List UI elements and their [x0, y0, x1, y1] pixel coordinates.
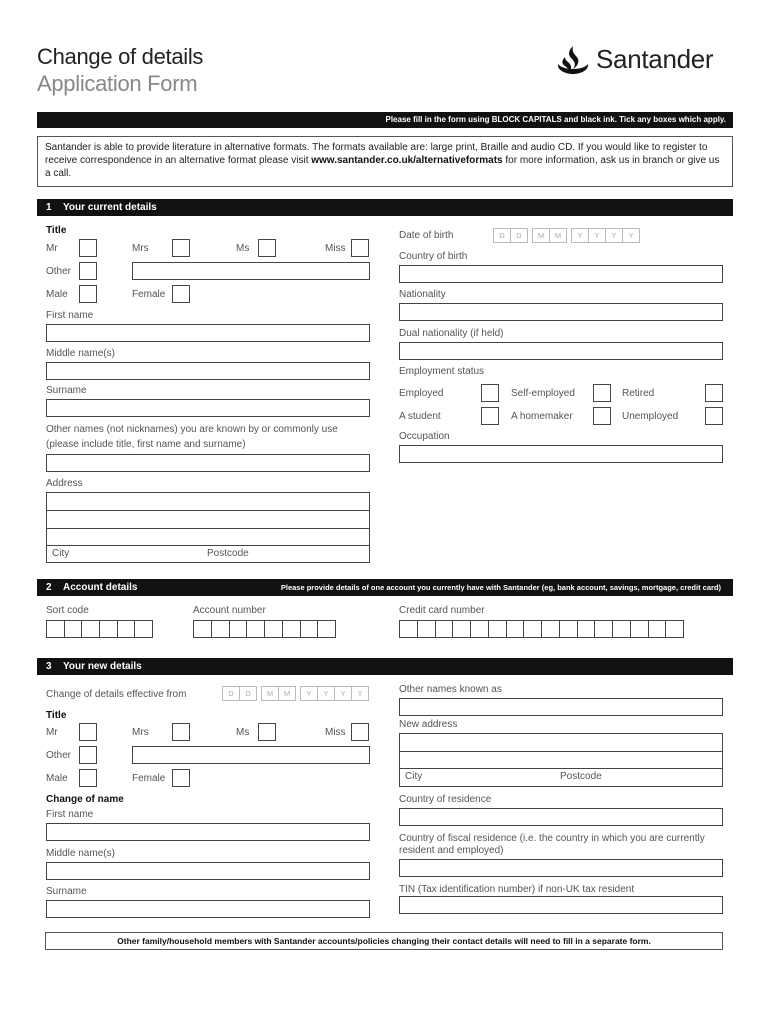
dob-input[interactable] — [493, 228, 639, 243]
middle-names-input[interactable] — [46, 362, 370, 380]
date-cell[interactable]: M — [278, 686, 296, 701]
occupation-input[interactable] — [399, 445, 723, 463]
female-label: Female — [132, 289, 166, 300]
notice-text-after: for more information, ask us in branch or give us a call. — [45, 155, 720, 179]
first-name-input[interactable] — [46, 324, 370, 342]
new-ms-label: Ms — [236, 727, 250, 738]
section-3-header — [37, 658, 733, 675]
country-of-residence-label: Country of residence — [399, 794, 492, 805]
sort-code-input[interactable] — [46, 620, 153, 638]
new-title-label: Title — [46, 710, 67, 721]
date-cell[interactable]: Y — [300, 686, 318, 701]
employed-label: Employed — [399, 388, 444, 399]
section-title: Account details — [63, 582, 138, 593]
new-postcode-label: Postcode — [560, 771, 602, 782]
retired-label: Retired — [622, 388, 655, 399]
other-label: Other — [46, 266, 72, 277]
section-2-note: Please provide details of one account you currently have with Santander (eg, bank account, savings, mortgage, credit card) — [280, 583, 721, 592]
new-ms-checkbox[interactable] — [258, 723, 276, 741]
dob-label: Date of birth — [399, 230, 454, 241]
surname-label: Surname — [46, 385, 87, 396]
male-label: Male — [46, 289, 68, 300]
credit-card-number-label: Credit card number — [399, 605, 485, 616]
dob-cell[interactable]: Y — [588, 228, 606, 243]
dob-cell[interactable]: Y — [571, 228, 589, 243]
other-checkbox[interactable] — [79, 262, 97, 280]
section-number: 1 — [46, 202, 52, 213]
new-male-checkbox[interactable] — [79, 769, 97, 787]
new-surname-label: Surname — [46, 886, 87, 897]
new-miss-checkbox[interactable] — [351, 723, 369, 741]
new-female-label: Female — [132, 773, 166, 784]
new-mr-checkbox[interactable] — [79, 723, 97, 741]
dob-cell[interactable]: M — [549, 228, 567, 243]
section-title: Your new details — [63, 661, 142, 672]
new-mrs-label: Mrs — [132, 727, 149, 738]
miss-label: Miss — [325, 243, 346, 254]
new-other-title-input[interactable] — [132, 746, 370, 764]
date-cell[interactable]: Y — [334, 686, 352, 701]
date-cell[interactable]: M — [261, 686, 279, 701]
new-miss-label: Miss — [325, 727, 346, 738]
change-of-name-label: Change of name — [46, 794, 124, 805]
new-surname-input[interactable] — [46, 900, 370, 918]
date-cell[interactable]: Y — [317, 686, 335, 701]
sort-code-label: Sort code — [46, 605, 89, 616]
other-names-input[interactable] — [46, 454, 370, 472]
other-names-label-1: Other names (not nicknames) you are known by or commonly use — [46, 424, 338, 435]
account-number-label: Account number — [193, 605, 266, 616]
tin-input[interactable] — [399, 896, 723, 914]
mrs-label: Mrs — [132, 243, 149, 254]
employed-checkbox[interactable] — [481, 384, 499, 402]
dob-cell[interactable]: D — [493, 228, 511, 243]
country-of-birth-label: Country of birth — [399, 251, 468, 262]
santander-flame-icon — [556, 45, 590, 75]
other-title-input[interactable] — [132, 262, 370, 280]
middle-names-label: Middle name(s) — [46, 348, 115, 359]
brand-logo — [556, 44, 713, 75]
title-label: Title — [46, 225, 67, 236]
self-employed-checkbox[interactable] — [593, 384, 611, 402]
fiscal-residence-label-1: Country of fiscal residence (i.e. the country in which you are currently — [399, 833, 705, 844]
date-cell[interactable]: Y — [351, 686, 369, 701]
postcode-label: Postcode — [207, 548, 249, 559]
new-other-checkbox[interactable] — [79, 746, 97, 764]
date-cell[interactable]: D — [222, 686, 240, 701]
employment-status-label: Employment status — [399, 366, 485, 377]
new-female-checkbox[interactable] — [172, 769, 190, 787]
dual-nationality-input[interactable] — [399, 342, 723, 360]
female-checkbox[interactable] — [172, 285, 190, 303]
new-city-label: City — [405, 771, 423, 782]
homemaker-label: A homemaker — [511, 411, 573, 422]
self-employed-label: Self-employed — [511, 388, 575, 399]
retired-checkbox[interactable] — [705, 384, 723, 402]
new-male-label: Male — [46, 773, 68, 784]
unemployed-checkbox[interactable] — [705, 407, 723, 425]
account-number-input[interactable] — [193, 620, 336, 638]
ms-checkbox[interactable] — [258, 239, 276, 257]
new-address-label: New address — [399, 719, 458, 730]
surname-input[interactable] — [46, 399, 370, 417]
alternative-formats-link[interactable]: www.santander.co.uk/alternativeformats — [311, 155, 503, 166]
first-name-label: First name — [46, 310, 94, 321]
credit-card-number-input[interactable] — [399, 620, 684, 638]
new-mrs-checkbox[interactable] — [172, 723, 190, 741]
new-middle-names-input[interactable] — [46, 862, 370, 880]
address-box[interactable] — [46, 492, 370, 563]
other-names-known-input[interactable] — [399, 698, 723, 716]
tin-label: TIN (Tax identification number) if non-UK tax resident — [399, 884, 635, 895]
mr-label: Mr — [46, 243, 58, 254]
dob-cell[interactable]: Y — [622, 228, 640, 243]
unemployed-label: Unemployed — [622, 411, 679, 422]
section-2-header — [37, 579, 733, 596]
mr-checkbox[interactable] — [79, 239, 97, 257]
new-address-box[interactable] — [399, 733, 723, 787]
new-middle-names-label: Middle name(s) — [46, 848, 115, 859]
notice-text-before: Santander is able to provide literature in alternative formats. The formats available are: large print, Braille and audio CD. If you would like to register to receive correspondence in an alternative format please visit — [45, 142, 708, 166]
address-label: Address — [46, 478, 83, 489]
dob-cell[interactable]: Y — [605, 228, 623, 243]
country-of-birth-input[interactable] — [399, 265, 723, 283]
other-names-known-label: Other names known as — [399, 684, 502, 695]
male-checkbox[interactable] — [79, 285, 97, 303]
fiscal-residence-input[interactable] — [399, 859, 723, 877]
dob-cell[interactable]: M — [532, 228, 550, 243]
new-mr-label: Mr — [46, 727, 58, 738]
alternative-formats-notice — [37, 136, 733, 187]
student-checkbox[interactable] — [481, 407, 499, 425]
city-label: City — [52, 548, 70, 559]
section-title: Your current details — [63, 202, 157, 213]
occupation-label: Occupation — [399, 431, 450, 442]
nationality-label: Nationality — [399, 289, 446, 300]
effective-date-input[interactable] — [222, 686, 368, 701]
dual-nationality-label: Dual nationality (if held) — [399, 328, 504, 339]
section-number: 2 — [46, 582, 52, 593]
mrs-checkbox[interactable] — [172, 239, 190, 257]
new-first-name-input[interactable] — [46, 823, 370, 841]
other-names-label-2: (please include title, first name and surname) — [46, 439, 246, 450]
dob-cell[interactable]: D — [510, 228, 528, 243]
new-first-name-label: First name — [46, 809, 94, 820]
instruction-bar: Please fill in the form using BLOCK CAPITALS and black ink. Tick any boxes which apply. — [37, 112, 733, 128]
brand-name: Santander — [596, 44, 714, 74]
student-label: A student — [399, 411, 441, 422]
new-other-label: Other — [46, 750, 72, 761]
effective-from-label: Change of details effective from — [46, 689, 187, 700]
country-of-residence-input[interactable] — [399, 808, 723, 826]
section-number: 3 — [46, 661, 52, 672]
miss-checkbox[interactable] — [351, 239, 369, 257]
household-members-note: Other family/household members with Santander accounts/policies changing their contact details will need to fill in a separate form. — [45, 932, 723, 950]
section-1-header — [37, 199, 733, 216]
form-subtitle: Application Form — [37, 71, 198, 96]
ms-label: Ms — [236, 243, 250, 254]
date-cell[interactable]: D — [239, 686, 257, 701]
fiscal-residence-label-2: resident and employed) — [399, 845, 504, 856]
nationality-input[interactable] — [399, 303, 723, 321]
form-title: Change of details — [37, 44, 204, 69]
homemaker-checkbox[interactable] — [593, 407, 611, 425]
